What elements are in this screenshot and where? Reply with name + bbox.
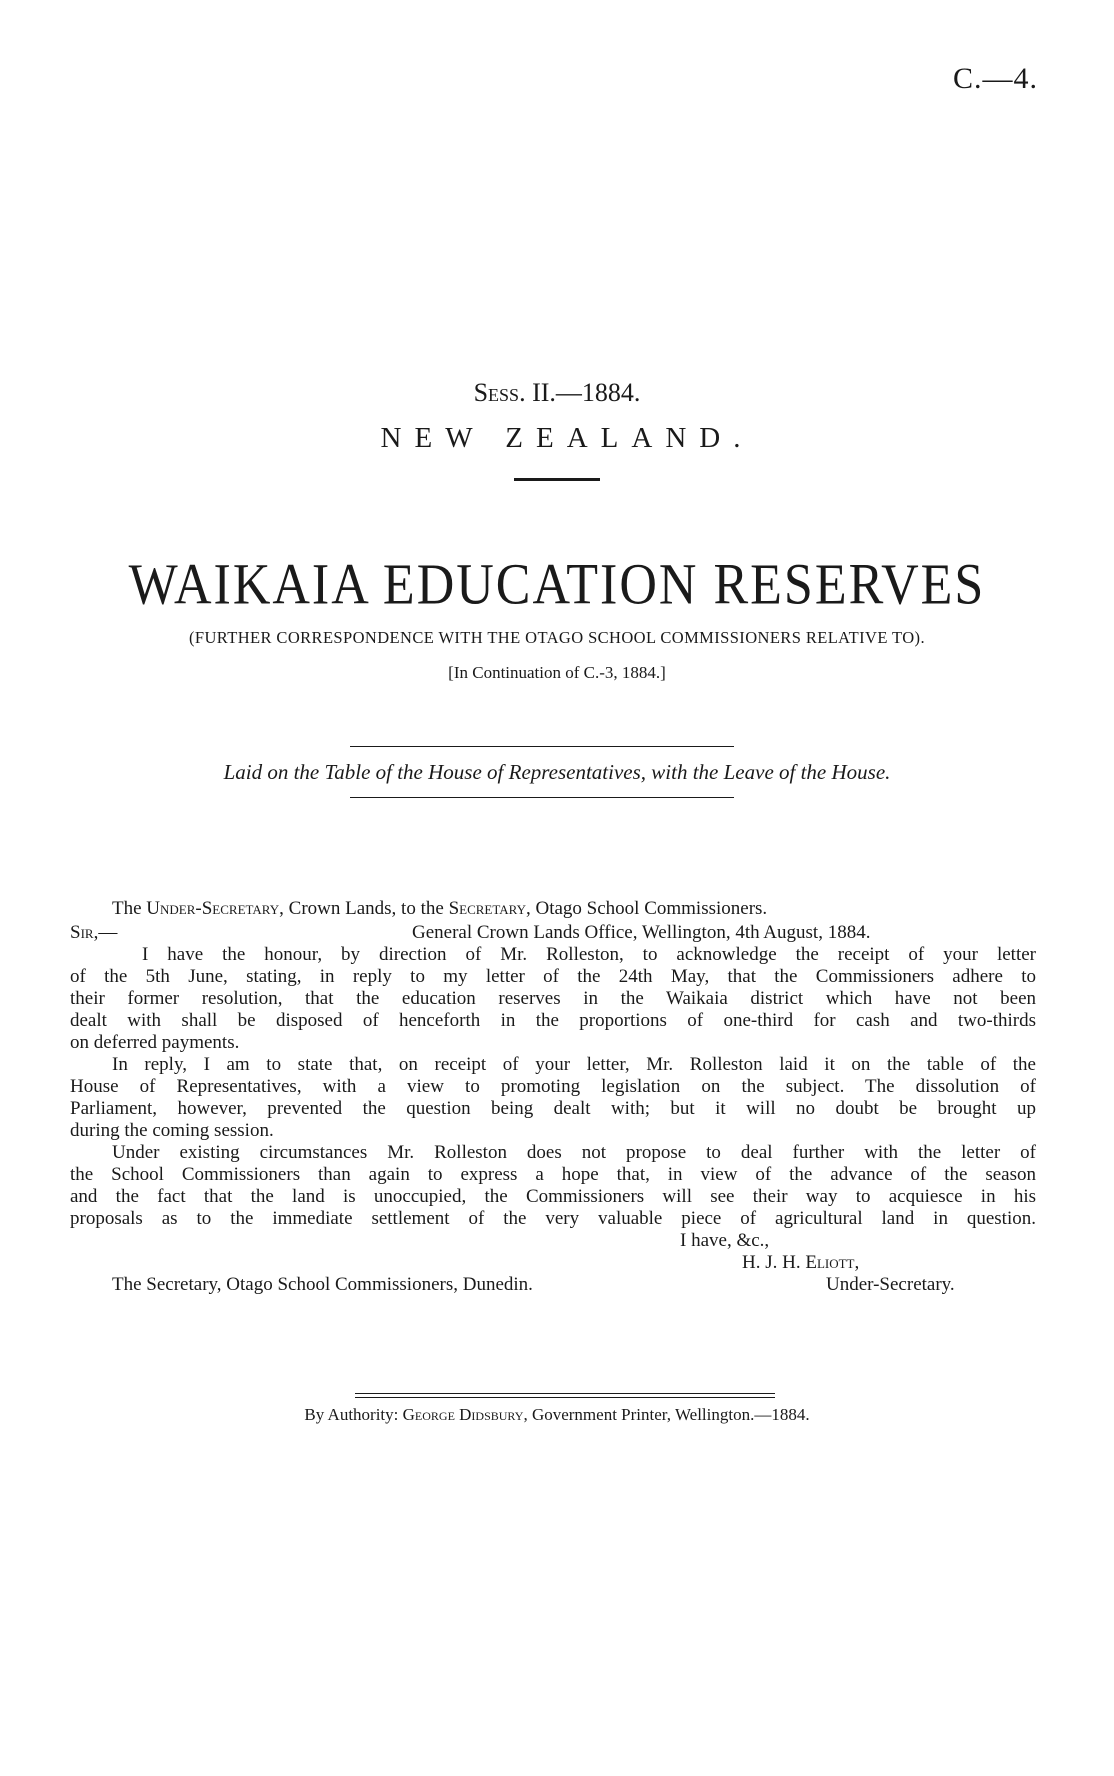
paragraph-1-line-4: dealt with shall be disposed of henceforth in the proportions of one-third for cash and two-thirds xyxy=(70,1010,1036,1031)
page-title: WAIKAIA EDUCATION RESERVES xyxy=(128,553,986,617)
laid-on-table-note: Laid on the Table of the House of Representatives, with the Leave of the House. xyxy=(223,760,891,784)
paragraph-3-line-3: and the fact that the land is unoccupied, the Commissioners will see their way to acquiesce in his xyxy=(70,1186,1036,1207)
session-number: II.—1884. xyxy=(532,378,641,407)
closing: I have, &c., xyxy=(680,1230,770,1251)
continuation-note: [In Continuation of C.-3, 1884.] xyxy=(448,663,666,682)
paragraph-2-line-3: Parliament, however, prevented the question being dealt with; but it will no doubt be brought up xyxy=(70,1098,1036,1119)
footer-imprint xyxy=(0,1405,1114,1425)
paragraph-2-line-2: House of Representatives, with a view to promoting legislation on the subject. The dissolution of xyxy=(70,1076,1036,1097)
paragraph-1-line-2: of the 5th June, stating, in reply to my letter of the 24th May, that the Commissioners adhere to xyxy=(70,966,1036,987)
country-heading: NEW ZEALAND. xyxy=(380,422,754,454)
location-date: General Crown Lands Office, Wellington, 4th August, 1884. xyxy=(412,922,871,943)
letter-heading xyxy=(112,898,767,920)
laid-rule-top xyxy=(350,746,734,747)
letter-heading-from: Under-Secretary xyxy=(146,898,280,919)
footer-rule-top xyxy=(355,1393,775,1394)
letter-heading-end: , Otago School Commissioners. xyxy=(525,898,768,919)
title-divider xyxy=(514,478,600,481)
session-prefix: Sess. xyxy=(473,378,526,407)
signatory-initials: H. J. H. xyxy=(742,1252,801,1273)
footer-rule-bottom xyxy=(355,1397,775,1398)
session-line xyxy=(0,378,1114,408)
footer-suffix: , Government Printer, Wellington.—1884. xyxy=(523,1405,810,1424)
paragraph-2-line-1: In reply, I am to state that, on receipt of your letter, Mr. Rolleston laid it on the table of the xyxy=(112,1054,1036,1075)
letter-heading-mid: , Crown Lands, to the xyxy=(279,898,444,919)
subtitle: (FURTHER CORRESPONDENCE WITH THE OTAGO SCHOOL COMMISSIONERS RELATIVE TO). xyxy=(189,628,925,647)
paragraph-2-line-4: during the coming session. xyxy=(70,1120,274,1141)
paragraph-1-line-3: their former resolution, that the education reserves in the Waikaia district which have not been xyxy=(70,988,1036,1009)
laid-rule-bottom xyxy=(350,797,734,798)
paragraph-3-line-4: proposals as to the immediate settlement of the very valuable piece of agricultural land in question. xyxy=(70,1208,1036,1229)
letter-heading-to: Secretary xyxy=(448,898,526,919)
paragraph-3-line-1: Under existing circumstances Mr. Rolleston does not propose to deal further with the letter of xyxy=(112,1142,1036,1163)
document-reference: C.—4. xyxy=(952,62,1038,95)
signatory xyxy=(742,1252,859,1274)
signatory-title: Under-Secretary. xyxy=(826,1274,955,1295)
addressee: The Secretary, Otago School Commissioners, Dunedin. xyxy=(112,1274,533,1295)
paragraph-3-line-2: the School Commissioners than again to express a hope that, in view of the advance of the season xyxy=(70,1164,1036,1185)
footer-printer-name: George Didsbury xyxy=(402,1405,524,1424)
letter-heading-the: The xyxy=(112,898,142,919)
signatory-comma: , xyxy=(854,1252,860,1273)
paragraph-1-line-5: on deferred payments. xyxy=(70,1032,240,1053)
salutation: Sir,— xyxy=(70,922,118,943)
signatory-surname: Eliott xyxy=(805,1252,855,1273)
paragraph-1-line-1: I have the honour, by direction of Mr. Rolleston, to acknowledge the receipt of your letter xyxy=(142,944,1036,965)
footer-prefix: By Authority: xyxy=(304,1405,399,1424)
